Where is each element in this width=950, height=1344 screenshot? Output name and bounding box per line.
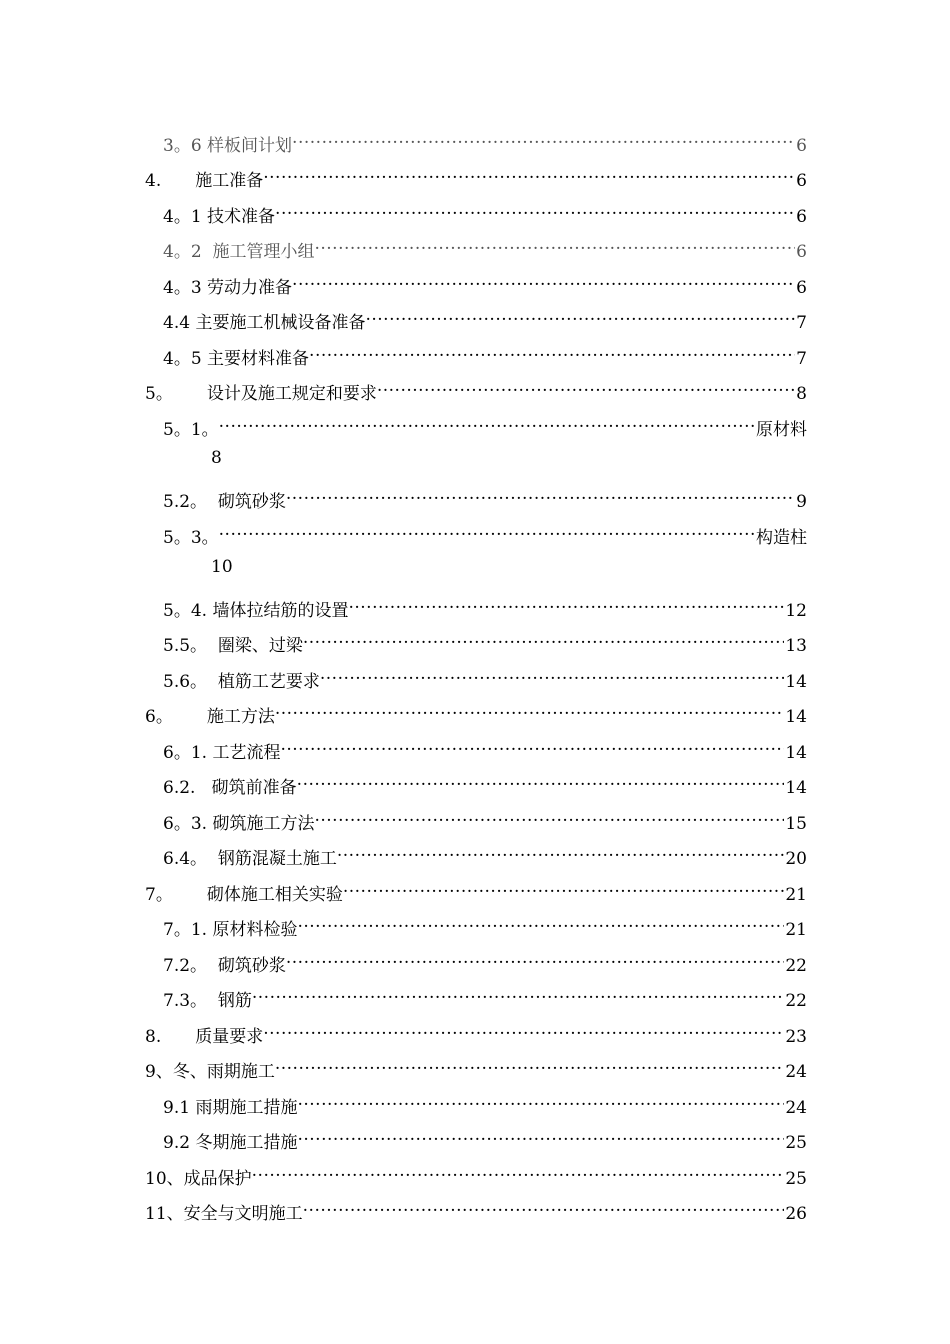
toc-entry-page: 9 <box>796 492 807 512</box>
toc-entry-number: 5.6。 <box>163 672 208 692</box>
toc-entry-page: 15 <box>785 814 807 834</box>
toc-entry-title: 技术准备 <box>201 207 276 227</box>
toc-entry[interactable] <box>145 1193 807 1224</box>
toc-entry-title: 样板间计划 <box>201 136 293 156</box>
dot-leader <box>303 1193 785 1219</box>
toc-entry-page: 26 <box>785 1204 807 1224</box>
toc-entry[interactable] <box>163 517 807 548</box>
toc-entry[interactable] <box>163 481 807 512</box>
toc-entry[interactable] <box>163 125 807 156</box>
toc-entry-title: 钢筋 <box>207 991 252 1011</box>
toc-entry[interactable] <box>145 1158 807 1189</box>
dot-leader <box>337 838 785 864</box>
toc-entry-title: 圈梁、过梁 <box>207 636 303 656</box>
toc-entry[interactable] <box>163 732 807 763</box>
toc-entry-page: 20 <box>785 849 807 869</box>
toc-entry-page: 8 <box>796 384 807 404</box>
toc-entry-number: 5。4. <box>163 601 208 621</box>
toc-entry-title: 劳动力准备 <box>201 278 293 298</box>
toc-entry-number: 6。3. <box>163 814 208 834</box>
toc-entry-page: 14 <box>785 778 807 798</box>
toc-entry-title: 砌筑施工方法 <box>207 814 315 834</box>
toc-entry-title: 原材料检验 <box>207 920 298 940</box>
toc-entry-title: 砌筑前准备 <box>195 778 297 798</box>
dot-leader <box>252 980 785 1006</box>
toc-entry-title: 砌筑砂浆 <box>207 492 286 512</box>
toc-entry-number: 4.4 <box>163 313 191 333</box>
dot-leader <box>348 590 784 616</box>
toc-entry[interactable] <box>145 874 807 905</box>
toc-entry-number: 5.5。 <box>163 636 208 656</box>
toc-entry[interactable] <box>163 767 807 798</box>
dot-leader <box>292 267 795 293</box>
toc-entry-page: 构造柱 <box>756 528 807 548</box>
toc-entry-page: 24 <box>785 1098 807 1118</box>
toc-entry-title: 钢筋混凝土施工 <box>207 849 337 869</box>
toc-entry-title: 工艺流程 <box>207 743 281 763</box>
dot-leader <box>275 1051 785 1077</box>
toc-entry-page: 14 <box>785 707 807 727</box>
toc-entry-title: 冬期施工措施 <box>190 1133 298 1153</box>
toc-entry-number: 6.4。 <box>163 849 208 869</box>
dot-leader <box>275 696 785 722</box>
dot-leader <box>377 373 795 399</box>
dot-leader <box>365 302 795 328</box>
dot-leader <box>309 338 795 364</box>
toc-entry-title: 施工准备 <box>195 171 264 191</box>
toc-entry-page: 21 <box>785 920 807 940</box>
toc-entry-page: 6 <box>796 278 807 298</box>
toc-entry-number: 7。 <box>145 885 173 905</box>
toc-entry-page: 24 <box>785 1062 807 1082</box>
toc-entry-number: 9.2 <box>163 1133 191 1153</box>
toc-entry-number: 5。3。 <box>163 528 219 548</box>
toc-entry[interactable] <box>163 267 807 298</box>
toc-entry-number: 3。6 <box>163 136 202 156</box>
toc-entry[interactable] <box>163 1122 807 1153</box>
toc-entry[interactable] <box>163 625 807 656</box>
toc-entry-title: 主要施工机械设备准备 <box>190 313 366 333</box>
toc-entry-title: 砌筑砂浆 <box>207 956 286 976</box>
toc-entry-number: 11、 <box>145 1204 184 1224</box>
toc-entry[interactable] <box>163 1087 807 1118</box>
dot-leader <box>292 125 795 151</box>
dot-leader <box>297 909 784 935</box>
toc-entry[interactable] <box>163 302 807 333</box>
toc-entry[interactable] <box>145 1051 807 1082</box>
dot-leader <box>297 767 785 793</box>
dot-leader <box>263 160 795 186</box>
toc-entry[interactable] <box>163 803 807 834</box>
dot-leader <box>275 196 795 222</box>
toc-entry-title: 施工方法 <box>206 707 275 727</box>
dot-leader <box>263 1016 784 1042</box>
toc-entry-number: 7.3。 <box>163 991 208 1011</box>
toc-entry-number: 4。2 <box>163 242 202 262</box>
toc-entry-page: 25 <box>785 1133 807 1153</box>
toc-entry-title: 施工管理小组 <box>201 242 315 262</box>
toc-entry-title: 冬、雨期施工 <box>172 1062 275 1082</box>
toc-entry-page: 14 <box>785 743 807 763</box>
dot-leader <box>303 625 785 651</box>
toc-entry-title: 墙体拉结筋的设置 <box>207 601 349 621</box>
toc-entry[interactable] <box>163 338 807 369</box>
dot-leader <box>343 874 785 900</box>
toc-entry-title: 砌体施工相关实验 <box>206 885 343 905</box>
dot-leader <box>286 945 785 971</box>
toc-entry[interactable] <box>163 980 807 1011</box>
dot-leader <box>252 1158 785 1184</box>
toc-entry[interactable] <box>145 160 807 191</box>
dot-leader <box>280 732 784 758</box>
toc-entry-page: 23 <box>785 1027 807 1047</box>
toc-entry-page: 原材料 <box>756 420 807 440</box>
toc-entry-page: 25 <box>785 1169 807 1189</box>
toc-entry[interactable] <box>145 696 807 727</box>
dot-leader <box>219 409 755 435</box>
toc-entry[interactable] <box>163 838 807 869</box>
toc-entry-page: 7 <box>796 313 807 333</box>
toc-entry-page: 13 <box>785 636 807 656</box>
toc-entry[interactable] <box>163 409 807 440</box>
toc-entry-page: 6 <box>796 207 807 227</box>
toc-entry-number: 9、 <box>145 1062 173 1082</box>
toc-entry-title: 质量要求 <box>195 1027 264 1047</box>
toc-entry[interactable] <box>145 1016 807 1047</box>
toc-entry-number: 9.1 <box>163 1098 191 1118</box>
toc-entry-title: 成品保护 <box>183 1169 252 1189</box>
dot-leader <box>320 661 785 687</box>
toc-entry-page: 6 <box>796 171 807 191</box>
toc-entry-number: 6。 <box>145 707 173 727</box>
toc-entry-number: 7.2。 <box>163 956 208 976</box>
toc-entry-number: 4。1 <box>163 207 202 227</box>
toc-entry-page: 6 <box>796 136 807 156</box>
toc-entry-number: 4. <box>145 171 162 191</box>
dot-leader <box>219 517 755 543</box>
toc-entry-page: 7 <box>796 349 807 369</box>
toc-entry-title: 主要材料准备 <box>201 349 310 369</box>
toc-entry-page: 22 <box>785 956 807 976</box>
toc-entry[interactable] <box>145 373 807 404</box>
toc-entry-page: 21 <box>785 885 807 905</box>
toc-entry-title: 植筋工艺要求 <box>207 672 320 692</box>
toc-entry-title: 设计及施工规定和要求 <box>206 384 377 404</box>
toc-entry-number: 5.2。 <box>163 492 208 512</box>
toc-entry-page: 6 <box>796 242 807 262</box>
toc-entry[interactable] <box>163 945 807 976</box>
toc-entry-title: 雨期施工措施 <box>190 1098 298 1118</box>
dot-leader <box>297 1087 784 1113</box>
toc-entry-page: 22 <box>785 991 807 1011</box>
toc-entry-wrapped-page: 8 <box>211 448 222 468</box>
toc-entry[interactable] <box>163 196 807 227</box>
toc-entry-number: 5。 <box>145 384 173 404</box>
toc-entry-page: 12 <box>785 601 807 621</box>
toc-entry[interactable] <box>163 661 807 692</box>
toc-entry-number: 5。1。 <box>163 420 219 440</box>
toc-entry-page: 14 <box>785 672 807 692</box>
toc-entry-number: 7。1. <box>163 920 208 940</box>
toc-entry-wrapped-page: 10 <box>211 557 233 577</box>
toc-entry[interactable] <box>163 909 807 940</box>
toc-entry-number: 4。3 <box>163 278 202 298</box>
dot-leader <box>314 231 795 257</box>
dot-leader <box>297 1122 784 1148</box>
toc-entry-number: 8. <box>145 1027 162 1047</box>
toc-entry-number: 4。5 <box>163 349 202 369</box>
toc-entry-number: 6。1. <box>163 743 208 763</box>
dot-leader <box>286 481 795 507</box>
toc-entry-title: 安全与文明施工 <box>183 1204 303 1224</box>
toc-entry[interactable] <box>163 590 807 621</box>
dot-leader <box>314 803 784 829</box>
toc-entry-number: 10、 <box>145 1169 184 1189</box>
toc-entry-number: 6.2. <box>163 778 196 798</box>
toc-entry[interactable] <box>163 231 807 262</box>
